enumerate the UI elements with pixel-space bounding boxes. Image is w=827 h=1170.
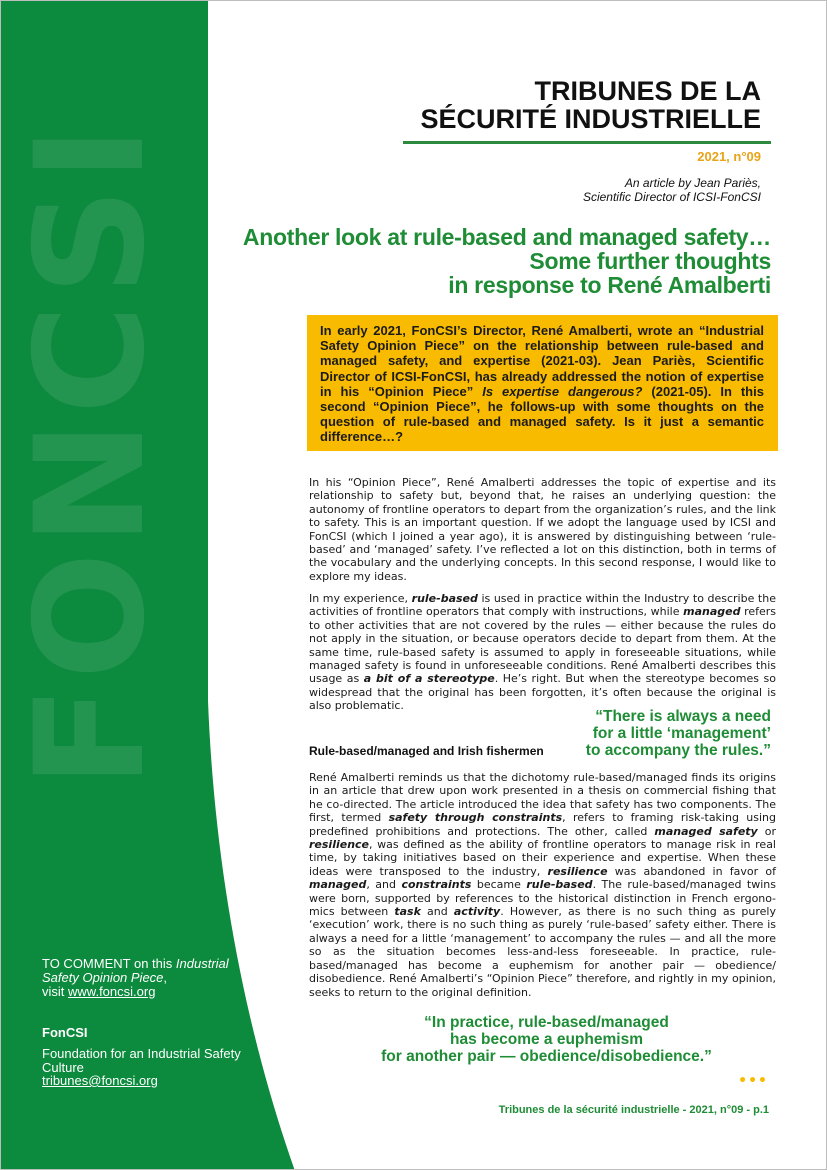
comment-text-c: ,	[163, 970, 168, 985]
p3-m: became	[476, 878, 521, 892]
p3-g: , was defined as the ability of frontline operators to manage risk in real time, by taking initiatives based on their experience and expertise. When these ideas were transposed to the industry,	[309, 838, 776, 878]
p3-s: . However, as there is no such thing as purely ‘execution’ work, there is no such thing as purely ‘rule-based’ safety either. There is always a need for a little ‘management’ to accompany the rules — and all the more so as the situation becomes less-and-less foreseeable. In practice, rule-based/managed has become a euphemism for another pair — obedience/ disobedience. René Amalberti’s “Opinion Piece” therefore, and rightly in my opinion, seeks to return to the original definition.	[309, 905, 776, 999]
headline-line-3: in response to René Amalberti	[448, 272, 771, 298]
sidebar-email	[42, 1074, 247, 1088]
p3-n: rule-based	[526, 878, 593, 892]
p3-d: managed safety	[654, 824, 758, 838]
byline-line-1: An article by Jean Pariès,	[624, 176, 761, 190]
p3-q: and	[427, 905, 448, 919]
email-link[interactable]: tribunes@foncsi.org	[42, 1073, 158, 1088]
byline-line-2: Scientific Director of ICSI-FonCSI	[582, 190, 761, 204]
body-paragraph-1	[309, 476, 776, 583]
comment-text-b: Industrial Safety Opinion Piece	[42, 956, 229, 985]
p2-d: managed	[683, 605, 741, 619]
page-footer: Tribunes de la sécurité industrielle - 2021, n°09 - p.1	[498, 1104, 769, 1116]
body-paragraph-3	[309, 771, 776, 999]
byline	[583, 176, 761, 204]
p3-b: safety through constraints	[388, 811, 563, 825]
headline-line-2: Some further thoughts	[529, 248, 771, 274]
comment-text-a: TO COMMENT on this	[42, 956, 173, 971]
sidebar-foundation: Foundation for an Industrial Safety Culture	[42, 1046, 241, 1075]
pull-quote-1-line-1: “There is always a need	[595, 708, 771, 725]
p3-a: René Amalberti reminds us that the dichotomy rule-based/managed finds its origins in an article that drew upon work presented in a thesis on commercial fishing that he co-directed. The article introduced the idea that safety has two components. The first, termed	[309, 771, 776, 825]
pull-quote-2-line-3: for another pair — obedience/disobedience.”	[381, 1048, 712, 1065]
pull-quote-1	[586, 708, 771, 759]
p3-f: resilience	[309, 838, 370, 852]
sidebar-org-name: FonCSI	[42, 1025, 88, 1040]
foncsi-watermark: FONCSI	[4, 119, 178, 788]
page-title	[420, 77, 761, 133]
p2-f: a bit of a stereotype	[363, 672, 495, 686]
article-headline	[243, 225, 771, 297]
ellipsis-dots-icon: •••	[738, 1073, 768, 1089]
p3-r: activity	[453, 905, 501, 919]
pull-quote-1-line-3: to accompany the rules.”	[585, 742, 771, 759]
title-divider	[403, 141, 771, 144]
p3-c: , refers to framing risk-taking using predefined prohibitions and protections. The other, called	[309, 811, 776, 838]
title-line-1: TRIBUNES DE LA	[534, 76, 761, 106]
sidebar-comment	[42, 957, 247, 999]
p2-g: . He’s right. But when the stereotype becomes so widespread that the original has been forgotten, it’s often because the original is also problematic.	[309, 672, 776, 713]
intro-text-a: In early 2021, FonCSI’s Director, René Amalberti, wrote an “Industrial Safety Opinion Piece” on the relationship between rule-based and managed safety, and expertise (2021-03). Jean Pariès, Scientific Director of ICSI-FonCSI, has already addressed the notion of expertise in his “Opinion Piece”	[320, 323, 764, 399]
title-line-2: SÉCURITÉ INDUSTRIELLE	[420, 104, 761, 134]
visit-text: visit	[42, 984, 65, 999]
p3-j: managed	[309, 878, 367, 892]
p3-i: was abandoned in favor of	[614, 864, 776, 878]
intro-italic-title: Is expertise dangerous?	[482, 383, 643, 399]
p2-a: In my experience,	[309, 592, 409, 605]
body-paragraph-2	[309, 592, 776, 713]
intro-text-c: (2021-05). In this second “Opinion Piece”, he follows-up with some thoughts on the question of rule-based and managed safety. Is it just a semantic difference…?	[320, 383, 764, 445]
p2-b: rule-based	[411, 592, 478, 605]
website-link[interactable]: www.foncsi.org	[68, 984, 156, 999]
section-subheading: Rule-based/managed and Irish fishermen	[309, 744, 544, 758]
headline-line-1: Another look at rule-based and managed safety…	[242, 224, 771, 250]
pull-quote-2	[309, 1014, 784, 1065]
p2-e: refers to other activities that are not covered by the rules — either because the rules do not apply in the situation, or because operators decide to depart from them. At the same time, rule-based safety is assumed to apply in foreseeable situations, while managed safety is found in unforeseeable conditions. René Amalberti describes this usage as	[309, 605, 777, 686]
p3-h: resilience	[547, 864, 608, 878]
issue-number: 2021, n°09	[697, 149, 761, 164]
intro-box	[307, 315, 778, 451]
paragraph-text: In his “Opinion Piece”, René Amalberti addresses the topic of expertise and its relationship to safety but, beyond that, he raises an underlying question: the autonomy of frontline operators to depart from the organization’s rules, and the link to safety. This is an important question. If we adopt the language used by ICSI and FonCSI (which I joined a year ago), it is answered by distinguishing between ‘rule-based’ and ‘managed’ safety. I’ve reflected a lot on this distinction, both in terms of the vocabulary and the underlying concepts. In this second response, I would like to explore my ideas.	[309, 476, 776, 583]
p3-p: task	[394, 905, 421, 919]
p3-k: , and	[366, 878, 396, 892]
p3-o: . The rule-based/managed twins were born, supported by references to the historical distinction in French ergonomics between	[309, 878, 776, 919]
p3-e: or	[764, 824, 777, 838]
pull-quote-2-line-1: “In practice, rule-based/managed	[424, 1014, 669, 1031]
p3-l: constraints	[401, 878, 472, 892]
pull-quote-1-line-2: for a little ‘management’	[592, 725, 771, 742]
pull-quote-2-line-2: has become a euphemism	[450, 1031, 643, 1048]
p2-c: is used in practice within the Industry to describe the activities of frontline operators that comply with instructions, while	[309, 592, 776, 619]
